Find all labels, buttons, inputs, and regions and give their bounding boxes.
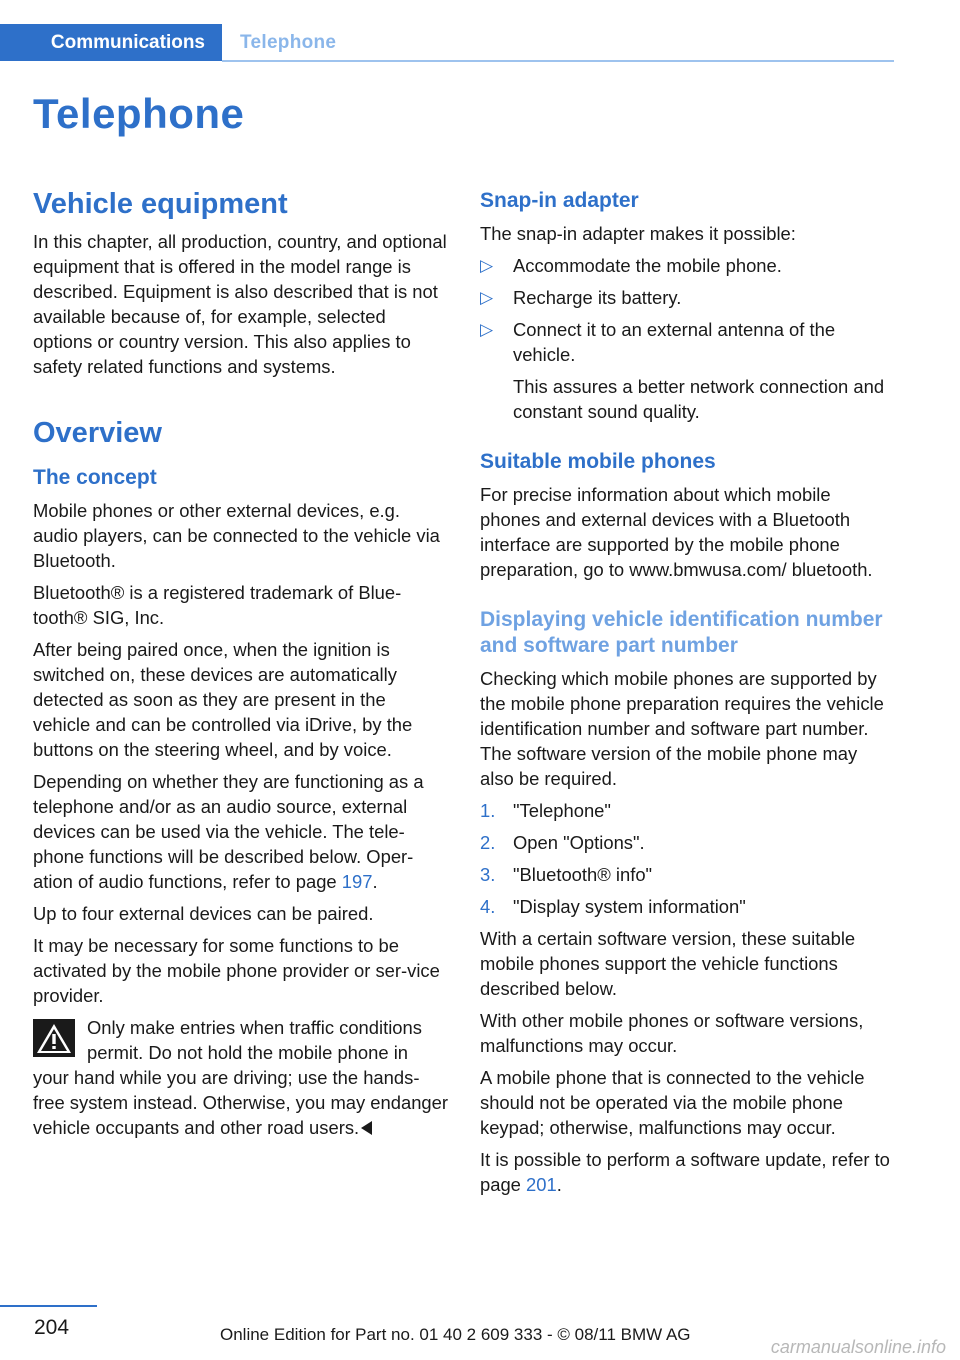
paragraph-vehicle-equipment: In this chapter, all production, country, and optional equipment that is offered in the model range is described. Equipment is also described that is not available because of, for example, selected options or country version. This also applies to safety related functions and systems.	[33, 231, 447, 377]
warning-note	[33, 1015, 448, 1140]
footer-divider	[0, 1305, 97, 1307]
page-title: Telephone	[33, 90, 245, 137]
page-link-201[interactable]: 201	[526, 1174, 557, 1195]
paragraph-concept-2: Bluetooth® is a registered trademark of Blue-tooth® SIG, Inc.	[33, 582, 402, 628]
paragraph-suitable: For precise information about which mobile phones and external devices with a Bluetooth interface are supported by the mobile phone preparation, go to www.bmwusa.com/ bluetooth.	[480, 484, 873, 580]
paragraph-vin-3: A mobile phone that is connected to the vehicle should not be operated via the mobile phone keypad; otherwise, malfunctions may occur.	[480, 1067, 865, 1138]
paragraph-concept-3: After being paired once, when the ignition is switched on, these devices are automatically detected as soon as they are present in the vehicle and can be controlled via iDrive, by the buttons on the steering wheel, and by voice.	[33, 639, 413, 760]
heading-suitable-mobile-phones: Suitable mobile phones	[480, 450, 716, 473]
warning-text: Only make entries when traffic conditions permit. Do not hold the mobile phone in your hand while you are driving; use the hands-free system instead. Otherwise, you may endanger vehicle occupants and other road users.	[33, 1017, 449, 1138]
edition-text: Online Edition for Part no. 01 40 2 609 333 - © 08/11 BMW AG	[220, 1325, 691, 1344]
section-tab-communications[interactable]: Communications	[0, 24, 222, 61]
heading-the-concept: The concept	[33, 466, 157, 489]
page-link-197[interactable]: 197	[341, 871, 373, 892]
list-item: ▷ Accommodate the mobile phone.	[480, 255, 782, 276]
list-item: ▷ Recharge its battery.	[480, 287, 682, 308]
list-item: 4. "Display system information"	[480, 896, 746, 917]
heading-overview: Overview	[33, 417, 162, 449]
heading-snap-in-adapter: Snap-in adapter	[480, 189, 639, 212]
triangle-bullet-icon: ▷	[480, 288, 494, 307]
watermark: carmanualsonline.info	[770, 1337, 946, 1357]
warning-triangle-icon	[33, 1019, 75, 1057]
page-number: 204	[34, 1316, 70, 1339]
paragraph-vin-intro: Checking which mobile phones are supported by the mobile phone preparation requires the vehicle identification number and software part number. The software version of the mobile phone may also be required.	[480, 668, 884, 789]
paragraph-vin-1: With a certain software version, these suitable mobile phones support the vehicle functions described below.	[480, 928, 856, 999]
list-item: ▷ Connect it to an external antenna of the vehicle.	[480, 319, 836, 365]
paragraph-vin-2: With other mobile phones or software versions, malfunctions may occur.	[480, 1010, 864, 1056]
list-item: 2. Open "Options".	[480, 832, 645, 853]
paragraph-snap-in-note: This assures a better network connection and constant sound quality.	[513, 376, 885, 422]
left-column	[33, 180, 448, 1140]
end-marker-icon	[361, 1121, 372, 1135]
heading-vehicle-equipment: Vehicle equipment	[33, 188, 288, 220]
paragraph-snap-in-intro: The snap-in adapter makes it possible:	[480, 223, 796, 244]
heading-vin-software: Displaying vehicle identification number and software part number	[480, 608, 883, 657]
right-column	[480, 180, 895, 1197]
list-item: 1. "Telephone"	[480, 800, 611, 821]
triangle-bullet-icon: ▷	[480, 256, 494, 275]
chapter-tab-telephone[interactable]: Telephone	[240, 31, 337, 53]
paragraph-concept-1: Mobile phones or other external devices, e.g. audio players, can be connected to the vehicle via Bluetooth.	[33, 500, 440, 571]
paragraph-concept-6: It may be necessary for some functions to be activated by the mobile phone provider or ser-vice provider.	[33, 935, 440, 1006]
triangle-bullet-icon: ▷	[480, 320, 494, 339]
list-item: 3. "Bluetooth® info"	[480, 864, 653, 885]
paragraph-concept-5: Up to four external devices can be paired.	[33, 903, 374, 924]
header-divider	[222, 60, 894, 62]
paragraph-vin-4: It is possible to perform a software update, refer to page 201.	[480, 1149, 890, 1195]
paragraph-concept-4: Depending on whether they are functioning as a telephone and/or as an audio source, external devices can be used via the vehicle. The tele-phone functions will be described below. Oper-ation of audio functions, refer to page 197.	[33, 771, 424, 892]
